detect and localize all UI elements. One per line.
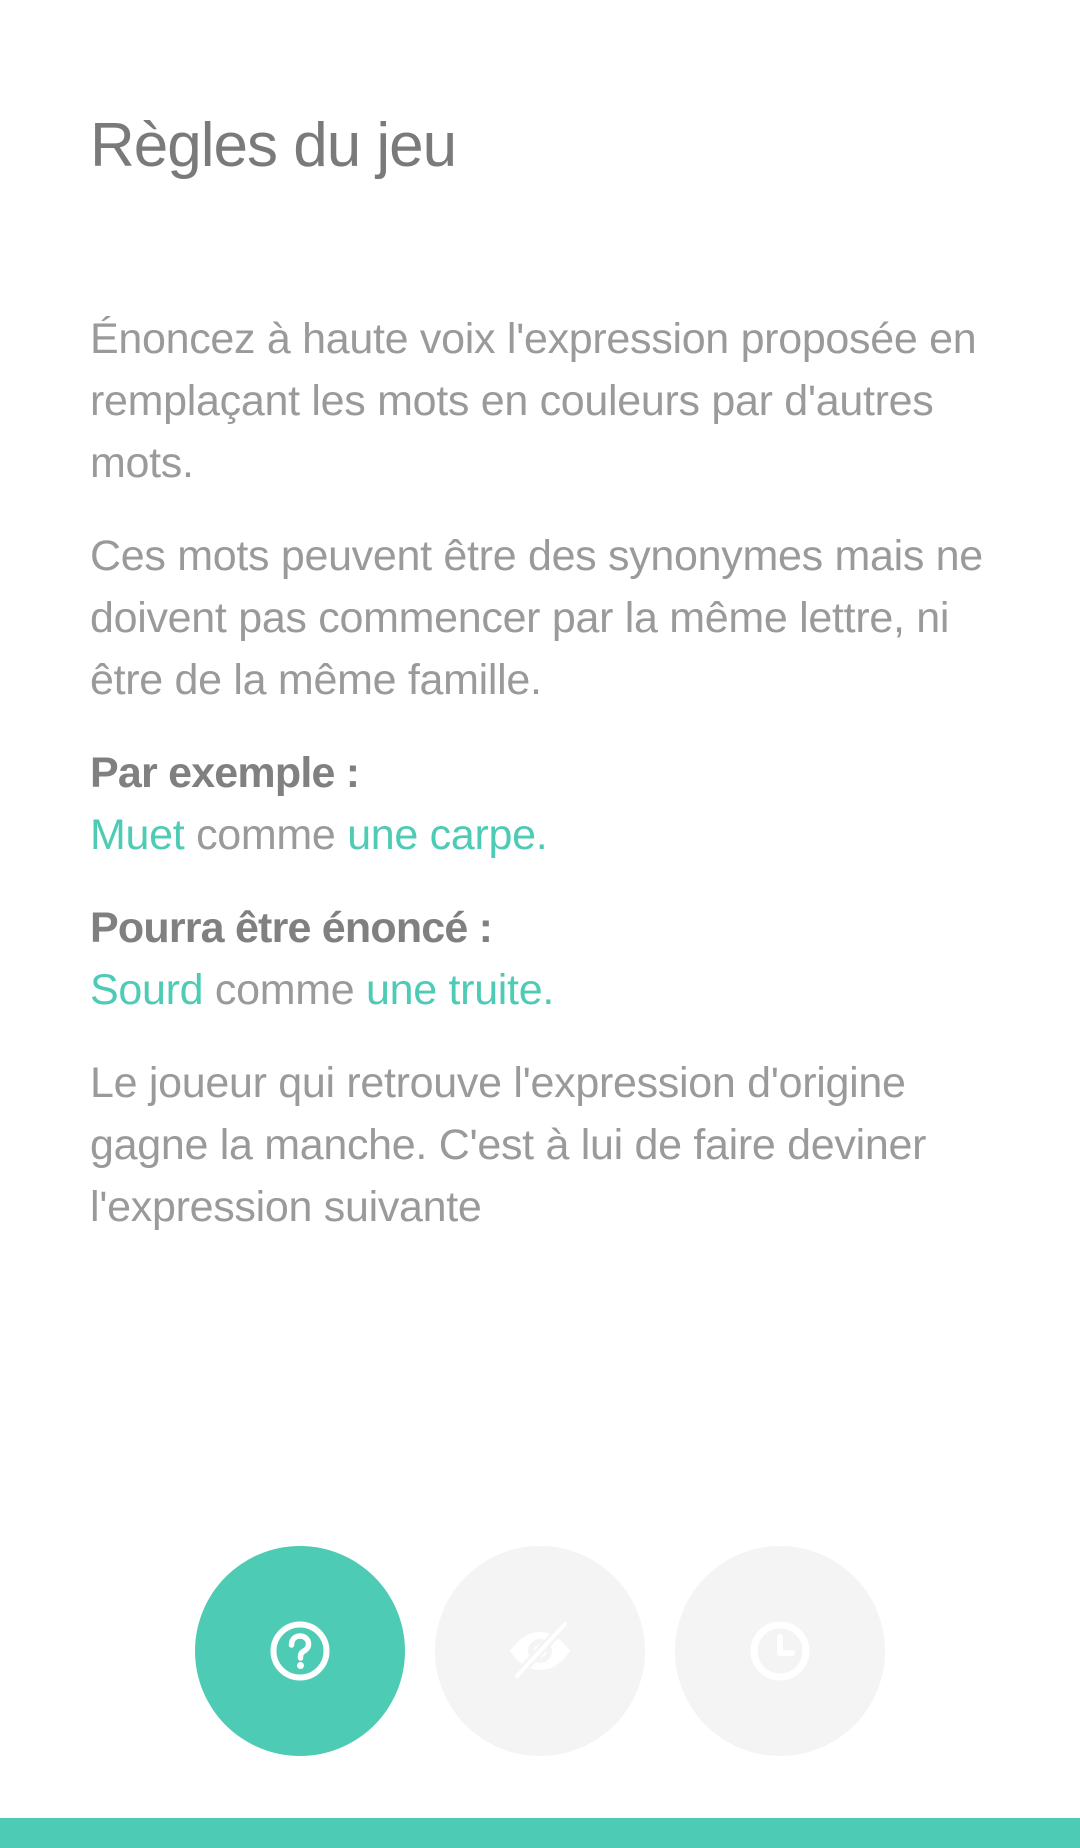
question-circle-icon (268, 1619, 332, 1683)
alternative-colored-word-2: une truite. (366, 966, 554, 1014)
rule-paragraph-2: Ces mots peuvent être des synonymes mais ne doivent pas commencer par la même lettre, ni être de la même famille. (90, 532, 983, 704)
alternative-colored-word-1: Sourd (90, 966, 204, 1014)
example-colored-word-1: Muet (90, 811, 185, 859)
example-block (90, 742, 1000, 866)
alternative-middle-word: comme (214, 966, 355, 1014)
reveal-button[interactable] (435, 1546, 645, 1756)
example-expression (90, 804, 1000, 866)
example-label: Par exemple : (90, 749, 360, 797)
alternative-block (90, 897, 1000, 1021)
clock-icon (748, 1619, 812, 1683)
example-middle-word: comme (196, 811, 336, 859)
alternative-expression (90, 959, 1000, 1021)
alternative-label: Pourra être énoncé : (90, 904, 493, 952)
rule-paragraph-1: Énoncez à haute voix l'expression proposée en remplaçant les mots en couleurs par d'autres mots. (90, 315, 977, 487)
page-title: Règles du jeu (90, 111, 457, 180)
example-colored-word-2: une carpe. (347, 811, 548, 859)
bottom-accent-bar (0, 1818, 1080, 1848)
rules-text (90, 308, 1000, 1269)
timer-button[interactable] (675, 1546, 885, 1756)
help-button[interactable] (195, 1546, 405, 1756)
rule-paragraph-3: Le joueur qui retrouve l'expression d'origine gagne la manche. C'est à lui de faire deviner l'expression suivante (90, 1059, 927, 1231)
eye-slash-icon (505, 1616, 575, 1686)
bottom-button-row (195, 1546, 885, 1756)
